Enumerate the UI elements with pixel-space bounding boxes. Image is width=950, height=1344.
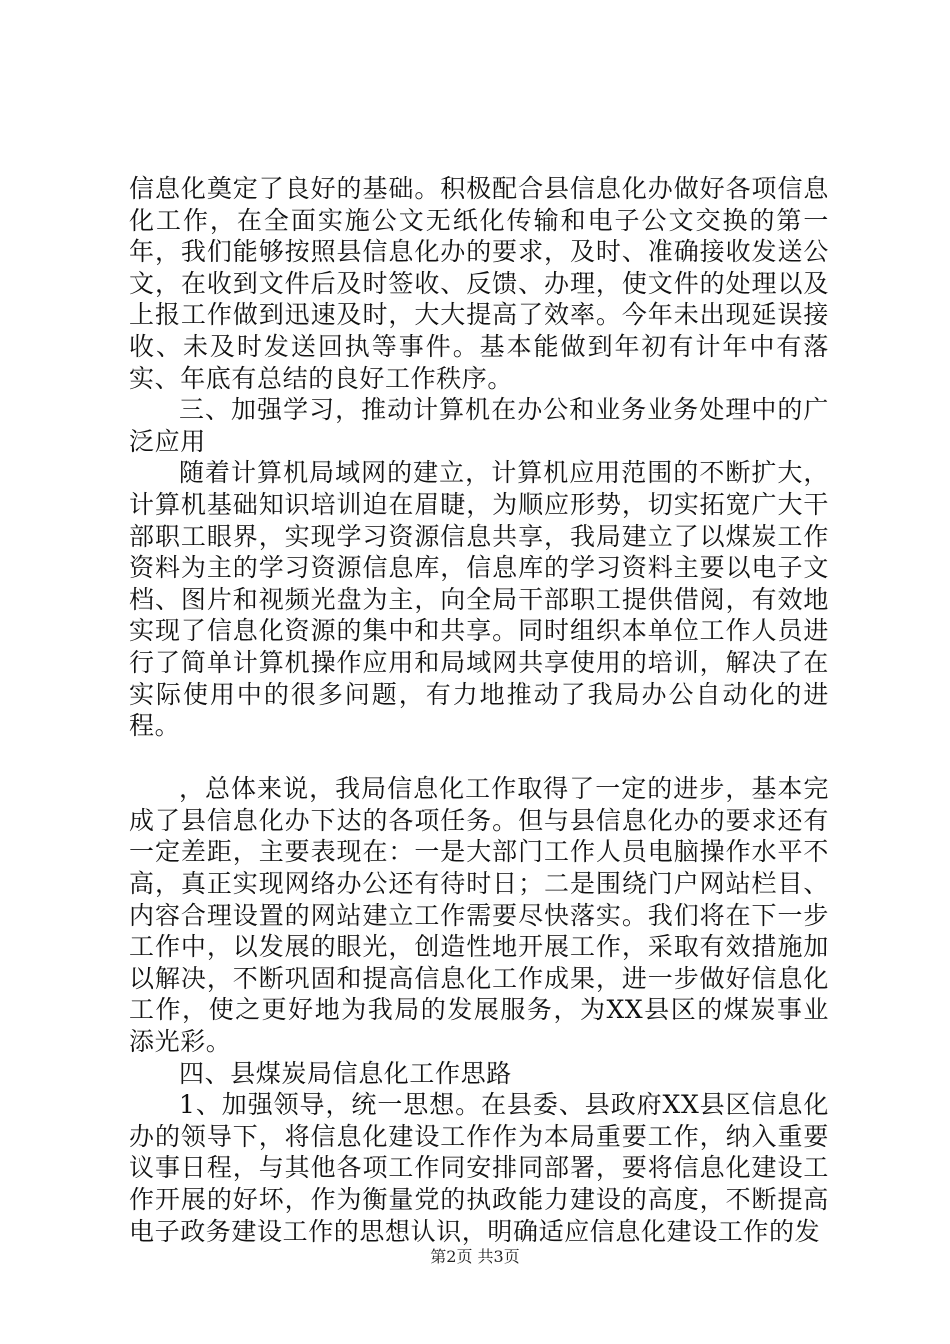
paragraph-training: 随着计算机局域网的建立，计算机应用范围的不断扩大，计算机基础知识培训迫在眉睫，为顺应形势，切实拓宽广大干部职工眼界，实现学习资源信息共享，我局建立了以煤炭工作资料为主的学习资源信息库，信息库的学习资料主要以电子文档、图片和视频光盘为主，向全局干部职工提供借阅，有效地实现了信息化资源的集中和共享。同时组织本单位工作人员进行了简单计算机操作应用和局域网共享使用的培训，解决了在实际使用中的很多问题，有力地推动了我局办公自动化的进程。 — [129, 458, 829, 741]
section-heading-3: 三、加强学习，推动计算机在办公和业务业务处理中的广泛应用 — [129, 395, 829, 456]
paragraph-leadership: 1、加强领导，统一思想。在县委、县政府XX县区信息化办的领导下，将信息化建设工作作为本局重要工作，纳入重要议事日程，与其他各项工作同安排同部署，要将信息化建设工作开展的好坏，作为衡量党的执政能力建设的高度，不断提高电子政务建设工作的思想认识，明确适应信息化建设工作的发 — [129, 1090, 829, 1246]
section-heading-4: 四、县煤炭局信息化工作思路 — [179, 1058, 512, 1088]
paragraph-basis: 信息化奠定了良好的基础。积极配合县信息化办做好各项信息化工作，在全面实施公文无纸化传输和电子公文交换的第一年，我们能够按照县信息化办的要求，及时、准确接收发送公文，在收到文件后及时签收、反馈、办理，使文件的处理以及上报工作做到迅速及时，大大提高了效率。今年未出现延误接收、未及时发送回执等事件。基本能做到年初有计年中有落实、年底有总结的良好工作秩序。 — [129, 174, 829, 393]
page-footer: 第2页 共3页 — [430, 1247, 520, 1266]
document-body — [129, 173, 829, 1247]
paragraph-summary: ，总体来说，我局信息化工作取得了一定的进步，基本完成了县信息化办下达的各项任务。但与县信息化办的要求还有一定差距，主要表现在：一是大部门工作人员电脑操作水平不高，真正实现网络办公还有待时日；二是围绕门户网站栏目、内容合理设置的网站建立工作需要尽快落实。我们将在下一步工作中，以发展的眼光，创造性地开展工作，采取有效措施加以解决，不断巩固和提高信息化工作成果，进一步做好信息化工作，使之更好地为我局的发展服务，为XX县区的煤炭事业添光彩。 — [129, 774, 829, 1057]
